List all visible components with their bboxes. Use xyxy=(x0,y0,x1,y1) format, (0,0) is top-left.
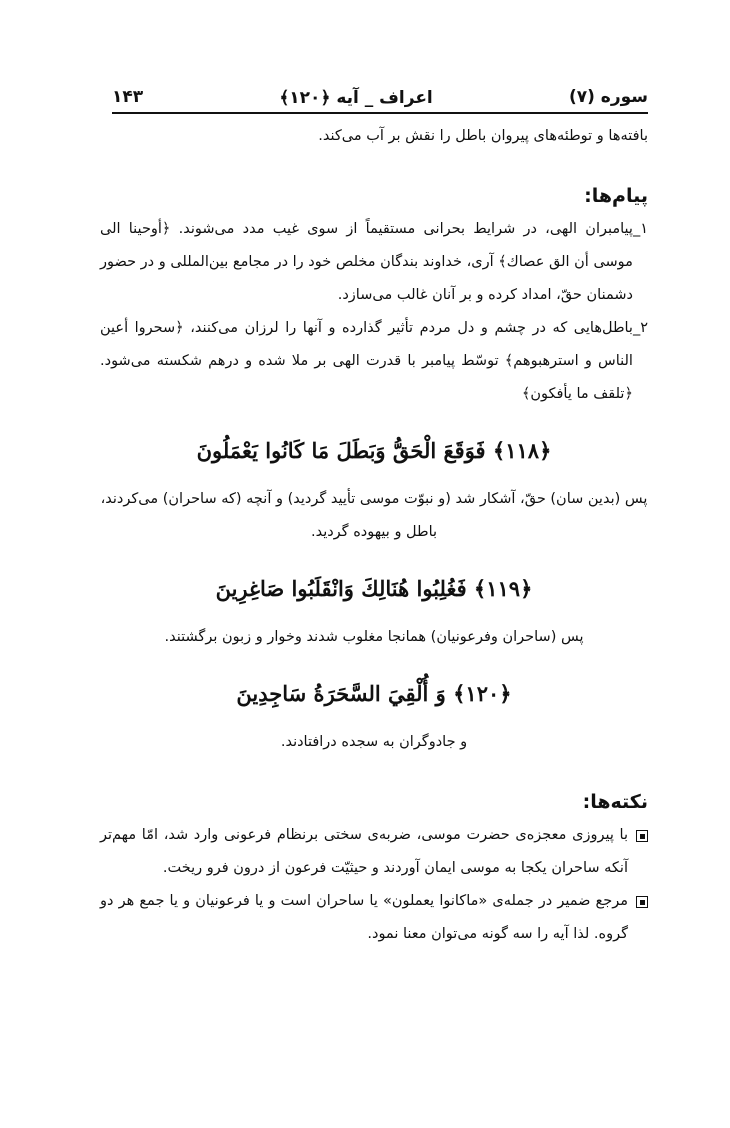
verse-arabic: ﴿۱۱۸﴾ فَوَقَعَ الْحَقُّ وَبَطَلَ مَا كَانُوا يَعْمَلُونَ xyxy=(196,438,552,463)
surah-label: سوره (۷) xyxy=(568,87,648,107)
intro-line: بافته‌ها و توطئه‌های پیروان باطل را نقش بر آب می‌کند. xyxy=(318,128,648,144)
square-bullet-icon xyxy=(636,896,648,908)
verse-translation: پس (ساحران وفرعونیان) همانجا مغلوب شدند وخوار و زبون برگشتند. xyxy=(164,629,584,645)
square-bullet-icon xyxy=(636,830,648,842)
header-title: اعراف _ آیه ﴿۱۲۰﴾ xyxy=(279,87,433,108)
message-text: باطل‌هایی که در چشم و دل مردم تأثیر گذارده و آنها را لرزان می‌کنند، ﴿سحروا أعین الناس و استرهبوهم﴾ توسّط پیامبر با قدرت الهی بر ملا شده و درهم شکسته می‌شود. ﴿تلقف ما یأفکون﴾ xyxy=(100,320,633,402)
page-number: ۱۴۳ xyxy=(112,87,144,107)
message-number: ۲_ xyxy=(632,320,648,336)
verse-translation: و جادوگران به سجده درافتادند. xyxy=(280,734,468,750)
note-text: مرجع ضمیر در جمله‌ی «ماکانوا یعملون» یا ساحران است و یا فرعونیان و یا جمع هر دو گروه. لذا آیه را سه گونه می‌توان معنا نمود. xyxy=(100,893,628,942)
page-body xyxy=(100,120,648,951)
messages-heading: پیام‌ها: xyxy=(584,185,648,207)
verse-translation: پس (بدین سان) حقّ، آشکار شد (و نبوّت موسی تأیید گردید) و آنچه (که ساحران) می‌کردند، باطل و بیهوده گردید. xyxy=(100,491,648,540)
verse-arabic: ﴿۱۱۹﴾ فَغُلِبُوا هُنَالِكَ وَانْقَلَبُوا صَاغِرِينَ xyxy=(215,576,533,601)
verse-arabic: ﴿۱۲۰﴾ وَ أُلْقِيَ السَّحَرَةُ سَاجِدِينَ xyxy=(236,681,512,706)
notes-heading: نکته‌ها: xyxy=(582,791,648,813)
note-text: با پیروزی معجزه‌ی حضرت موسی، ضربه‌ی سختی برنظام فرعونی وارد شد، امّا مهم‌تر آنکه ساحران یکجا به موسی ایمان آوردند و حیثیّت فرعون از درون فرو ریخت. xyxy=(100,827,628,876)
message-item xyxy=(100,213,648,312)
message-number: ۱_ xyxy=(632,221,648,237)
message-item xyxy=(100,312,648,411)
page-header xyxy=(112,82,648,114)
note-item xyxy=(100,819,648,885)
note-item xyxy=(100,885,648,951)
message-text: پیامبران الهی، در شرایط بحرانی مستقیماً از سوی غیب مدد می‌شوند. ﴿أوحینا الی موسی أن الق عصاك﴾ آری، خداوند بندگان مخلص خود را در مجامع بین‌المللی و در حضور دشمنان حقّ، امداد کرده و بر آنان غالب می‌سازد. xyxy=(100,221,633,303)
